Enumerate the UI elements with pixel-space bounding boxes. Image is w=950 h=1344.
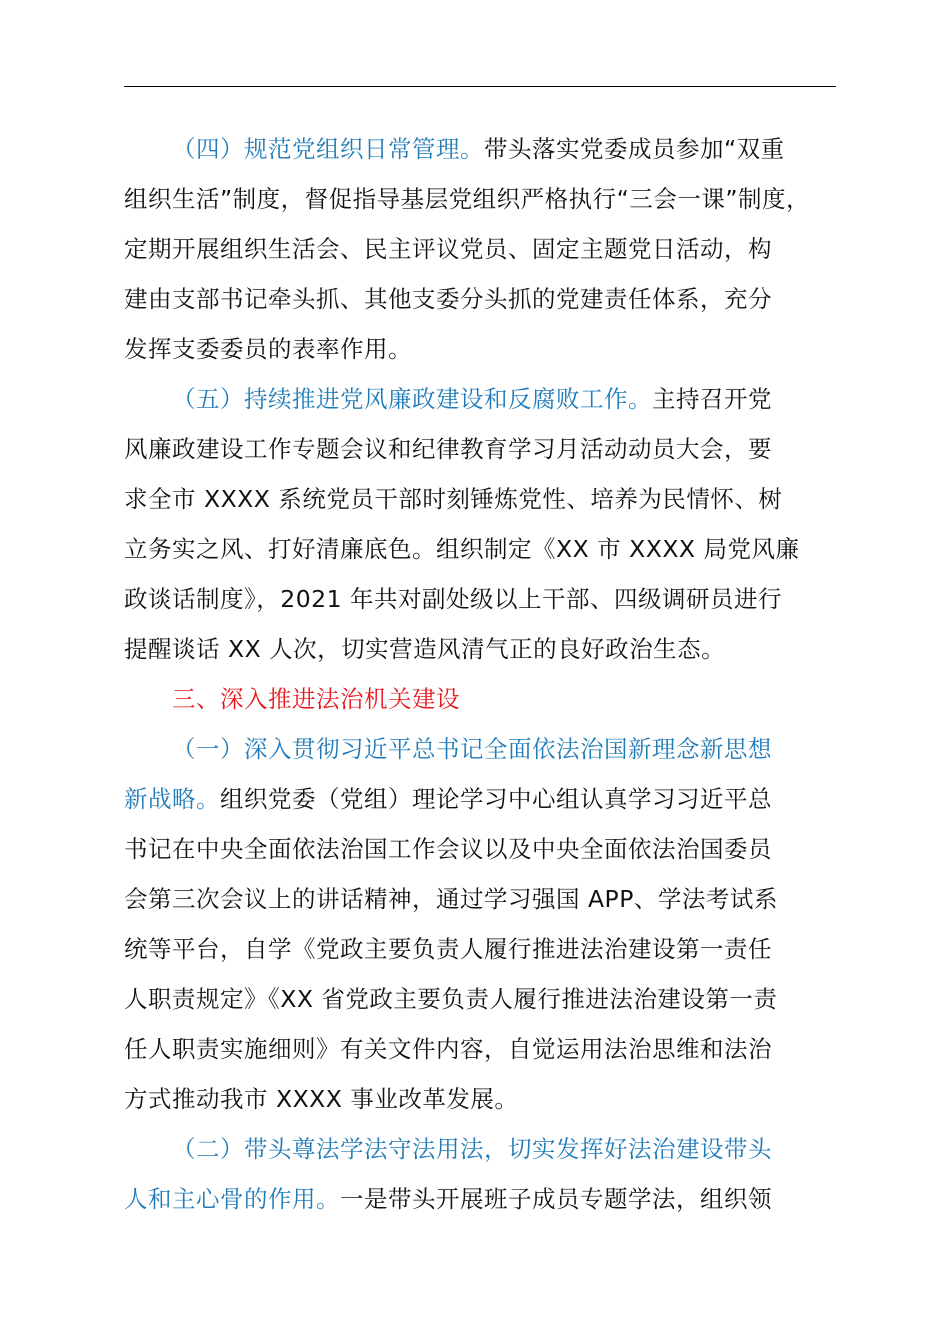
subsection-heading: （四）规范党组织日常管理。 (172, 135, 484, 163)
paragraph-line (124, 374, 836, 424)
paragraph-line: 提醒谈话 XX 人次，切实营造风清气正的良好政治生态。 (124, 635, 726, 663)
paragraph-text: 带头落实党委成员参加“双重 (484, 135, 785, 163)
paragraph-line: 人职责规定》《XX 省党政主要负责人履行推进法治建设第一责 (124, 985, 778, 1013)
subsection-heading: （二）带头尊法学法守法用法，切实发挥好法治建设带头 (172, 1135, 772, 1163)
paragraph-line: 政谈话制度》，2021 年共对副处级以上干部、四级调研员进行 (124, 585, 783, 613)
paragraph-text: 主持召开党 (652, 385, 772, 413)
paragraph-line (124, 1174, 836, 1224)
paragraph-4 (124, 1124, 836, 1224)
paragraph-line: 风廉政建设工作专题会议和纪律教育学习月活动动员大会，要 (124, 435, 772, 463)
paragraph-line: 立务实之风、打好清廉底色。组织制定《XX 市 XXXX 局党风廉 (124, 535, 800, 563)
paragraph-line: 任人职责实施细则》有关文件内容，自觉运用法治思维和法治 (124, 1035, 772, 1063)
subsection-heading: 新战略。 (124, 785, 220, 813)
paragraph-line: 定期开展组织生活会、民主评议党员、固定主题党日活动，构 (124, 235, 772, 263)
paragraph-3 (124, 724, 836, 1124)
subsection-heading: （一）深入贯彻习近平总书记全面依法治国新理念新思想 (172, 735, 772, 763)
section-title: 三、深入推进法治机关建设 (172, 685, 460, 713)
document-body (124, 124, 836, 1224)
paragraph-line: 组织生活”制度，督促指导基层党组织严格执行“三会一课”制度， (124, 185, 811, 213)
paragraph-line: 方式推动我市 XXXX 事业改革发展。 (124, 1085, 519, 1113)
paragraph-line (124, 124, 836, 174)
subsection-heading: 人和主心骨的作用。 (124, 1185, 340, 1213)
paragraph-line: 统等平台，自学《党政主要负责人履行推进法治建设第一责任 (124, 935, 772, 963)
paragraph-text: 一是带头开展班子成员专题学法，组织领 (340, 1185, 772, 1213)
paragraph-1 (124, 124, 836, 374)
header-rule (124, 86, 836, 87)
paragraph-line (124, 774, 836, 824)
paragraph-text: 组织党委（党组）理论学习中心组认真学习习近平总 (220, 785, 772, 813)
paragraph-line: 发挥支委委员的表率作用。 (124, 335, 412, 363)
paragraph-line: 书记在中央全面依法治国工作会议以及中央全面依法治国委员 (124, 835, 772, 863)
paragraph-line: 求全市 XXXX 系统党员干部时刻锤炼党性、培养为民情怀、树 (124, 485, 783, 513)
section-title-block (124, 674, 836, 724)
paragraph-line: 会第三次会议上的讲话精神，通过学习强国 APP、学法考试系 (124, 885, 778, 913)
paragraph-line: 建由支部书记牵头抓、其他支委分头抓的党建责任体系，充分 (124, 285, 772, 313)
paragraph-2 (124, 374, 836, 674)
subsection-heading: （五）持续推进党风廉政建设和反腐败工作。 (172, 385, 652, 413)
